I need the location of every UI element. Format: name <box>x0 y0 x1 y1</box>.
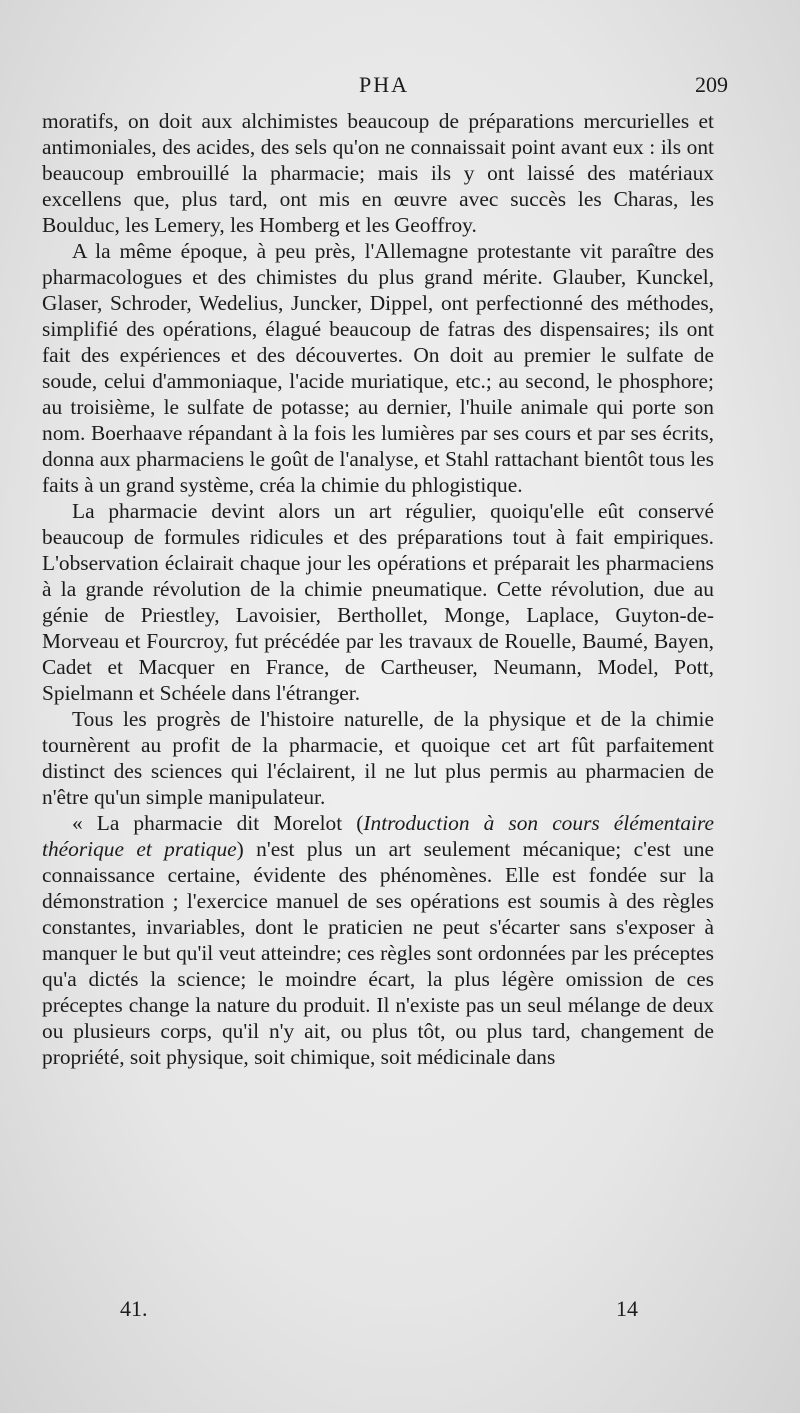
paragraph: moratifs, on doit aux alchimistes beaucoup de préparations mercurielles et antimoniales, des acides, des sels qu'on ne connaissait point avant eux : ils ont beaucoup embrouillé la pharmacie; mais ils y ont laissé des matériaux excellens que, plus tard, ont mis en œuvre avec succès les Charas, les Boulduc, les Lemery, les Homberg et les Geoffroy. <box>42 109 714 237</box>
quire-number: 14 <box>616 1296 638 1321</box>
signature-mark: 41. <box>120 1296 148 1321</box>
page-footer <box>40 1296 728 1326</box>
running-title: PHA <box>358 72 409 97</box>
quote-text-rest: ) n'est plus un art seulement mécanique; c'est une connaissance certaine, évidente des phénomènes. Elle est fondée sur la démonstration ; l'exercice manuel de ses opérations est soumis à des règles constantes, invariables, dont le praticien ne peut s'écarter sans s'exposer à manquer le but qu'il veut atteindre; ces règles sont ordonnées par les préceptes qu'a dictés la science; le moindre écart, la plus légère omission de ces préceptes change la nature du produit. Il n'existe pas un seul mélange de deux ou plusieurs corps, qu'il n'y ait, ou plus tôt, ou plus tard, changement de propriété, soit physique, soit chimique, soit médicinale dans <box>42 837 714 1069</box>
paragraph: Tous les progrès de l'histoire naturelle, de la physique et de la chimie tournèrent au profit de la pharmacie, et quoique cet art fût parfaitement distinct des sciences qui l'éclairent, il ne lut plus permis au pharmacien de n'être qu'un simple manipulateur. <box>42 707 714 809</box>
paragraph: La pharmacie devint alors un art régulier, quoiqu'elle eût conservé beaucoup de formules ridicules et des préparations tout à fait empiriques. L'observation éclairait chaque jour les opérations et préparait les pharmaciens à la grande révolution de la chimie pneumatique. Cette révolution, due au génie de Priestley, Lavoisier, Berthollet, Monge, Laplace, Guyton-de-Morveau et Fourcroy, fut précédée par les travaux de Rouelle, Baumé, Bayen, Cadet et Macquer en France, de Cartheuser, Neumann, Model, Pott, Spielmann et Schéele dans l'étranger. <box>42 499 714 705</box>
body-text <box>42 108 714 1070</box>
quote-text-start: « La pharmacie dit Morelot ( <box>72 811 364 835</box>
page-number: 209 <box>695 72 728 97</box>
paragraph: A la même époque, à peu près, l'Allemagne protestante vit paraître des pharmacologues et des chimistes du plus grand mérite. Glauber, Kunckel, Glaser, Schroder, Wedelius, Juncker, Dippel, ont perfectionné des méthodes, simplifié des opérations, élagué beaucoup de fatras des dispensaires; ils ont fait des expériences et des découvertes. On doit au premier le sulfate de soude, celui d'ammoniaque, l'acide muriatique, etc.; au second, le phosphore; au troisième, le sulfate de potasse; au dernier, l'huile animale qui porte son nom. Boerhaave répandant à la fois les lumières par ses cours et par ses écrits, donna aux pharmaciens le goût de l'analyse, et Stahl rattachant bientôt tous les faits à un grand système, créa la chimie du phlogistique. <box>42 239 714 497</box>
paragraph-quotation <box>42 810 714 1070</box>
page-header <box>40 72 728 106</box>
cited-work-title: Introduction à son cours élémentaire théorique et pratique <box>42 811 714 861</box>
